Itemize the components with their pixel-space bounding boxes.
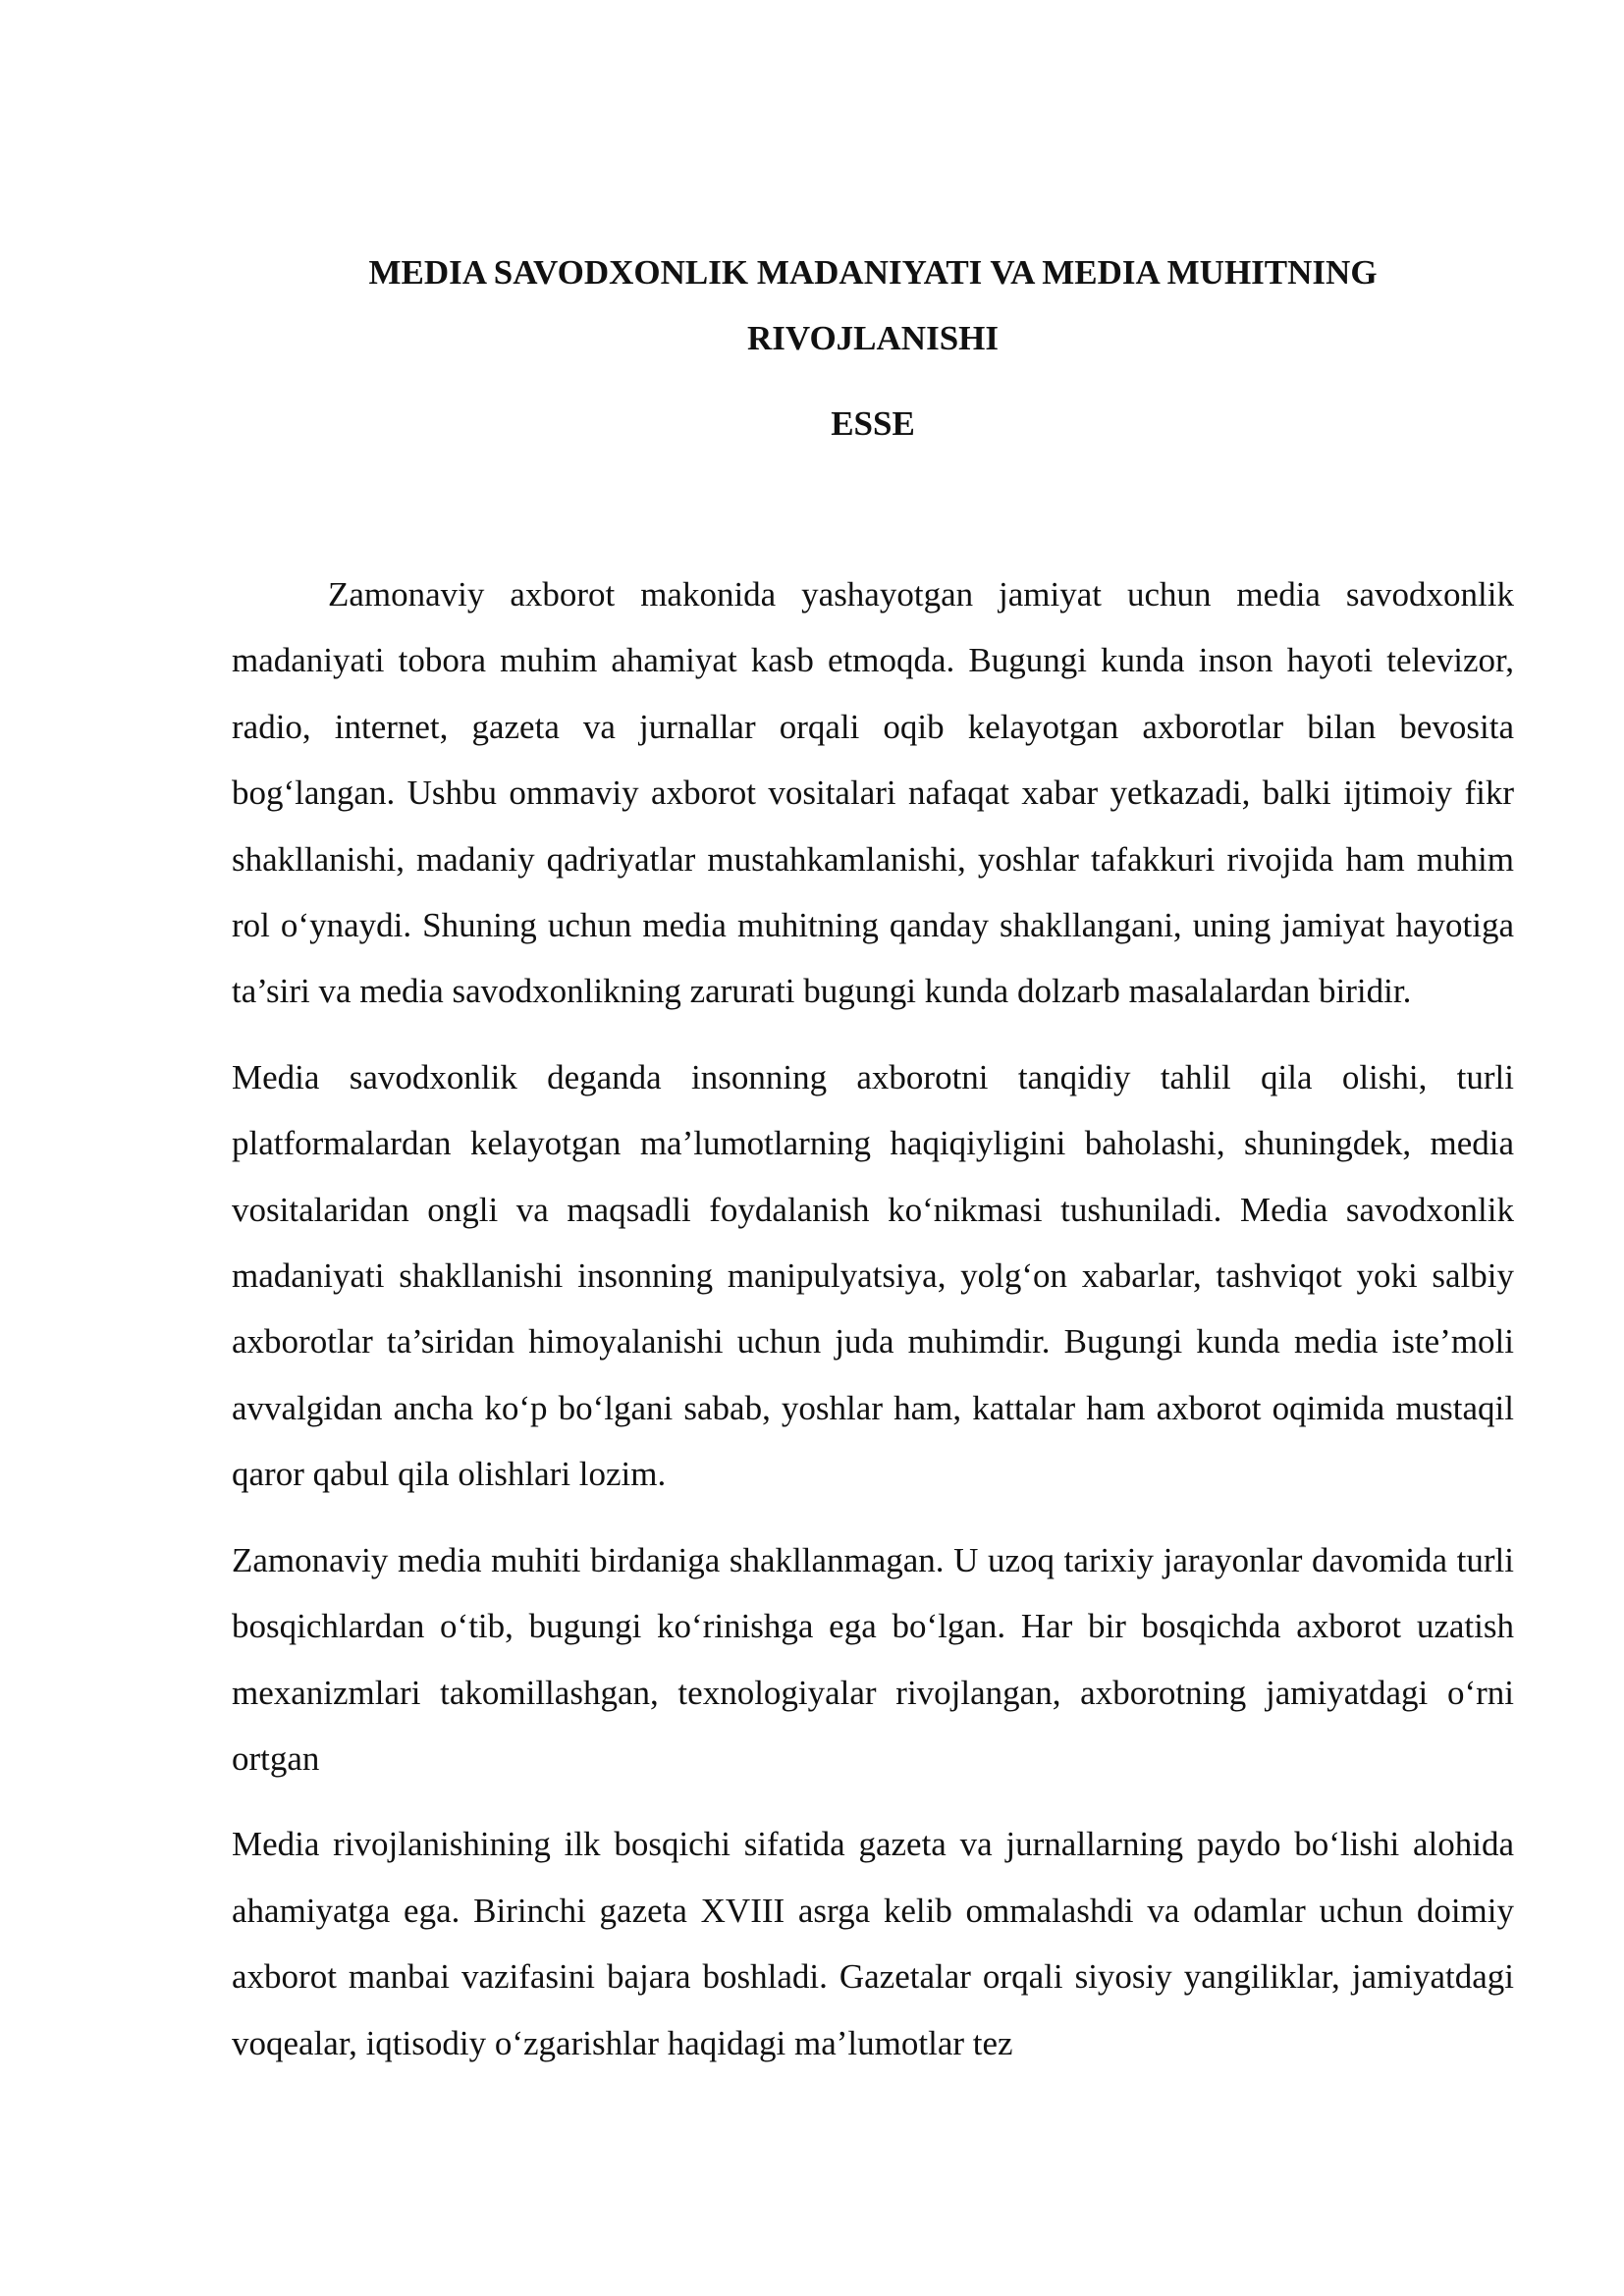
paragraph-3: Zamonaviy media muhiti birdaniga shakllanmagan. U uzoq tarixiy jarayonlar davomida turli bosqichlardan o‘tib, bugungi ko‘rinishga ega bo‘lgan. Har bir bosqichda axborot uzatish mexanizmlari takomillashgan, texnologiyalar rivojlangan, axborotning jamiyatdagi o‘rni ortgan xyxy=(232,1540,1514,1778)
paragraph-1: Zamonaviy axborot makonida yashayotgan jamiyat uchun media savodxonlik madaniyati tobora muhim ahamiyat kasb etmoqda. Bugungi kunda inson hayoti televizor, radio, internet, gazeta va jurnallar orqali oqib kelayotgan axborotlar bilan bevosita bog‘langan. Ushbu ommaviy axborot vositalari nafaqat xabar yetkazadi, balki ijtimoiy fikr shakllanishi, madaniy qadriyatlar mustahkamlanishi, yoshlar tafakkuri rivojida ham muhim rol o‘ynaydi. Shuning uchun media muhitning qanday shakllangani, uning jamiyat hayotiga ta’siri va media savodxonlikning zarurati bugungi kunda dolzarb masalalardan biridir. xyxy=(232,575,1514,1011)
document-title xyxy=(232,240,1514,371)
document-subtitle: ESSE xyxy=(831,404,915,443)
paragraph-4: Media rivojlanishining ilk bosqichi sifatida gazeta va jurnallarning paydo bo‘lishi alohida ahamiyatga ega. Birinchi gazeta XVIII asrga kelib ommalashdi va odamlar uchun doimiy axborot manbai vazifasini bajara boshladi. Gazetalar orqali siyosiy yangiliklar, jamiyatdagi voqealar, iqtisodiy o‘zgarishlar haqidagi ma’lumotlar tez xyxy=(232,1825,1514,2062)
paragraph-2: Media savodxonlik deganda insonning axborotni tanqidiy tahlil qila olishi, turli platformalardan kelayotgan ma’lumotlarning haqiqiyligini baholashi, shuningdek, media vositalaridan ongli va maqsadli foydalanish ko‘nikmasi tushuniladi. Media savodxonlik madaniyati shakllanishi insonning manipulyatsiya, yolg‘on xabarlar, tashviqot yoki salbiy axborotlar ta’siridan himoyalanishi uchun juda muhimdir. Bugungi kunda media iste’moli avvalgidan ancha ko‘p bo‘lgani sabab, yoshlar ham, kattalar ham axborot oqimida mustaqil qaror qabul qila olishlari lozim. xyxy=(232,1057,1514,1494)
title-line-2: RIVOJLANISHI xyxy=(746,319,1000,357)
document-body xyxy=(232,561,1514,2096)
title-line-1: MEDIA SAVODXONLIK MADANIYATI VA MEDIA MUHITNING xyxy=(368,253,1378,292)
